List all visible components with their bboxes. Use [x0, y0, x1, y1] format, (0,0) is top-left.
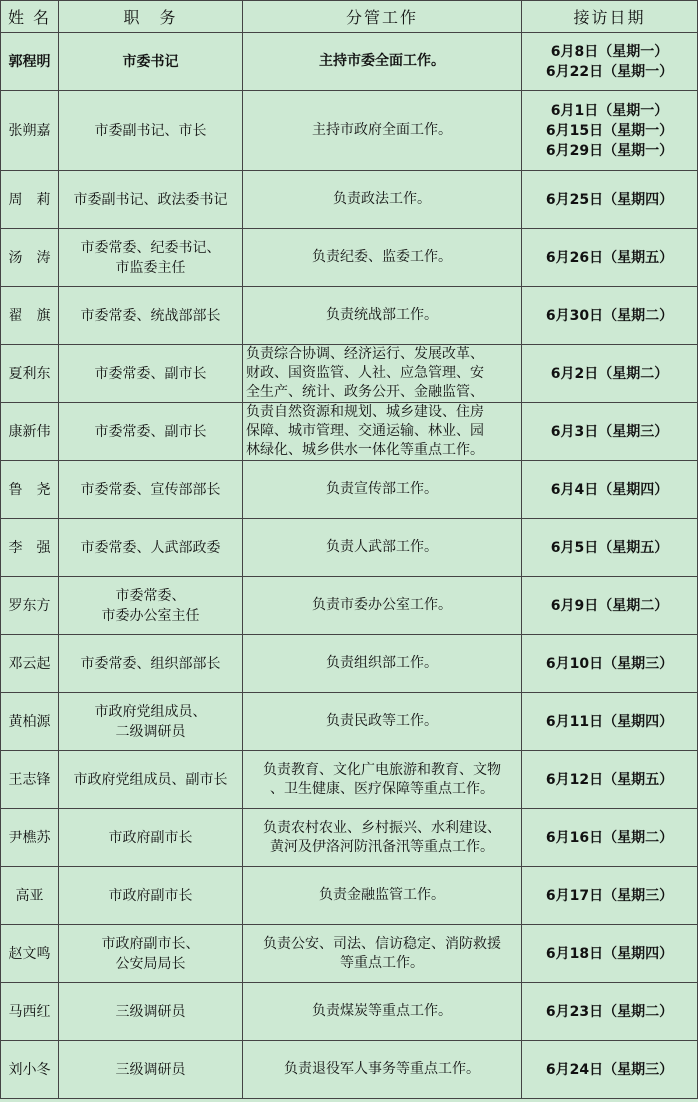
cell-duty	[243, 577, 522, 635]
duty-line: 负责金融监管工作。	[319, 887, 445, 903]
cell-position	[59, 287, 243, 345]
position-line: 市政府副市长	[108, 829, 193, 846]
cell-date	[522, 403, 698, 461]
table-row	[1, 1041, 698, 1099]
table-row	[1, 635, 698, 693]
date-line: 6月8日（星期一）	[550, 43, 669, 60]
cell-duty	[243, 867, 522, 925]
cell-duty	[243, 345, 522, 403]
cell-date	[522, 693, 698, 751]
cell-position	[59, 635, 243, 693]
position-line: 三级调研员	[115, 1003, 186, 1020]
position-line: 市委常委、人武部政委	[80, 539, 221, 556]
cell-name: 高亚	[1, 867, 59, 925]
duty-line: 全生产、统计、政务公开、金融监管、	[246, 384, 484, 400]
cell-date	[522, 925, 698, 983]
cell-date	[522, 519, 698, 577]
date-line: 6月22日（星期一）	[545, 63, 674, 80]
cell-duty	[243, 403, 522, 461]
position-line: 市政府副市长、	[101, 935, 200, 952]
duty-line: 负责综合协调、经济运行、发展改革、	[246, 346, 484, 362]
table-row	[1, 91, 698, 171]
duty-line: 负责教育、文化广电旅游和教育、文物	[263, 761, 501, 778]
cell-duty	[243, 91, 522, 171]
cell-date	[522, 33, 698, 91]
duty-line: 负责纪委、监委工作。	[312, 249, 452, 265]
date-line: 6月24日（星期三）	[545, 1061, 674, 1078]
cell-position	[59, 519, 243, 577]
header-date: 接访日期	[522, 1, 698, 33]
date-line: 6月4日（星期四）	[550, 481, 669, 498]
cell-position	[59, 403, 243, 461]
cell-position	[59, 983, 243, 1041]
duty-line: 、卫生健康、医疗保障等重点工作。	[270, 780, 494, 797]
date-line: 6月9日（星期二）	[550, 597, 669, 614]
duty-line: 黄河及伊洛河防汛备汛等重点工作。	[270, 838, 494, 855]
date-line: 6月16日（星期二）	[545, 829, 674, 846]
cell-duty	[243, 925, 522, 983]
duty-line: 林绿化、城乡供水一体化等重点工作。	[246, 442, 484, 458]
position-line: 市委副书记、市长	[94, 122, 207, 139]
duty-line: 主持市委全面工作。	[319, 53, 445, 69]
duty-line: 负责煤炭等重点工作。	[312, 1003, 452, 1019]
cell-name: 邓云起	[1, 635, 59, 693]
cell-position	[59, 229, 243, 287]
position-line: 三级调研员	[115, 1061, 186, 1078]
position-line: 市委常委、副市长	[94, 365, 207, 382]
date-line: 6月15日（星期一）	[545, 122, 674, 139]
cell-name: 尹樵苏	[1, 809, 59, 867]
table-row	[1, 287, 698, 345]
cell-name: 马西红	[1, 983, 59, 1041]
date-line: 6月10日（星期三）	[545, 655, 674, 672]
cell-date	[522, 91, 698, 171]
date-line: 6月23日（星期二）	[545, 1003, 674, 1020]
cell-name: 夏利东	[1, 345, 59, 403]
duty-line: 负责农村农业、乡村振兴、水利建设、	[263, 819, 501, 836]
date-line: 6月17日（星期三）	[545, 887, 674, 904]
cell-name: 郭程明	[1, 33, 59, 91]
cell-name: 翟 旗	[1, 287, 59, 345]
duty-line: 负责宣传部工作。	[326, 481, 438, 497]
header-name: 姓 名	[1, 1, 59, 33]
duty-line: 负责退役军人事务等重点工作。	[284, 1061, 480, 1077]
table-row	[1, 229, 698, 287]
cell-date	[522, 751, 698, 809]
cell-position	[59, 171, 243, 229]
cell-duty	[243, 635, 522, 693]
date-line: 6月26日（星期五）	[545, 249, 674, 266]
position-line: 公安局局长	[115, 955, 186, 972]
cell-name: 汤 涛	[1, 229, 59, 287]
cell-date	[522, 229, 698, 287]
table-row	[1, 577, 698, 635]
cell-duty	[243, 33, 522, 91]
cell-duty	[243, 519, 522, 577]
date-line: 6月29日（星期一）	[545, 142, 674, 159]
date-line: 6月1日（星期一）	[550, 102, 669, 119]
cell-duty	[243, 983, 522, 1041]
date-line: 6月5日（星期五）	[550, 539, 669, 556]
duty-line: 负责人武部工作。	[326, 539, 438, 555]
cell-name: 赵文鸣	[1, 925, 59, 983]
cell-date	[522, 171, 698, 229]
cell-name: 周 莉	[1, 171, 59, 229]
table-row	[1, 519, 698, 577]
schedule-body	[1, 33, 698, 1099]
position-line: 市委常委、宣传部部长	[80, 481, 221, 498]
duty-line: 负责公安、司法、信访稳定、消防救援	[263, 935, 501, 952]
cell-date	[522, 345, 698, 403]
header-duty: 分管工作	[243, 1, 522, 33]
position-line: 市委常委、副市长	[94, 423, 207, 440]
duty-line: 保障、城市管理、交通运输、林业、园	[246, 423, 484, 439]
table-row	[1, 345, 698, 403]
cell-date	[522, 461, 698, 519]
position-line: 市委常委、纪委书记、	[80, 239, 221, 256]
position-line: 市政府副市长	[108, 887, 193, 904]
cell-date	[522, 1041, 698, 1099]
table-row	[1, 461, 698, 519]
cell-date	[522, 867, 698, 925]
cell-name: 李 强	[1, 519, 59, 577]
cell-name: 刘小冬	[1, 1041, 59, 1099]
table-row	[1, 925, 698, 983]
position-line: 市政府党组成员、副市长	[73, 771, 228, 788]
table-row	[1, 983, 698, 1041]
duty-line: 负责政法工作。	[333, 191, 431, 207]
position-line: 市委副书记、政法委书记	[73, 191, 228, 208]
cell-name: 康新伟	[1, 403, 59, 461]
position-line: 市监委主任	[115, 259, 186, 276]
cell-duty	[243, 751, 522, 809]
cell-position	[59, 693, 243, 751]
date-line: 6月30日（星期二）	[545, 307, 674, 324]
cell-date	[522, 635, 698, 693]
duty-line: 等重点工作。	[340, 954, 424, 971]
duty-line: 负责自然资源和规划、城乡建设、住房	[246, 404, 484, 420]
position-line: 市委常委、	[115, 587, 186, 604]
date-line: 6月25日（星期四）	[545, 191, 674, 208]
cell-position	[59, 33, 243, 91]
header-row	[1, 1, 698, 33]
table-row	[1, 33, 698, 91]
table-row	[1, 693, 698, 751]
cell-position	[59, 1041, 243, 1099]
cell-date	[522, 809, 698, 867]
position-line: 市委办公室主任	[101, 607, 200, 624]
duty-line: 负责组织部工作。	[326, 655, 438, 671]
cell-position	[59, 809, 243, 867]
cell-date	[522, 983, 698, 1041]
date-line: 6月11日（星期四）	[545, 713, 674, 730]
cell-name: 黄柏源	[1, 693, 59, 751]
duty-line: 负责统战部工作。	[326, 307, 438, 323]
cell-date	[522, 287, 698, 345]
table-row	[1, 403, 698, 461]
cell-position	[59, 925, 243, 983]
duty-line: 负责民政等工作。	[326, 713, 438, 729]
date-line: 6月2日（星期二）	[550, 365, 669, 382]
position-line: 市政府党组成员、	[94, 703, 207, 720]
cell-position	[59, 461, 243, 519]
cell-duty	[243, 229, 522, 287]
cell-name: 张朔嘉	[1, 91, 59, 171]
cell-position	[59, 867, 243, 925]
table-row	[1, 751, 698, 809]
cell-name: 王志锋	[1, 751, 59, 809]
cell-duty	[243, 171, 522, 229]
table-row	[1, 171, 698, 229]
cell-date	[522, 577, 698, 635]
table-row	[1, 809, 698, 867]
header-position: 职 务	[59, 1, 243, 33]
cell-position	[59, 345, 243, 403]
cell-position	[59, 751, 243, 809]
cell-duty	[243, 1041, 522, 1099]
cell-duty	[243, 287, 522, 345]
position-line: 市委常委、组织部部长	[80, 655, 221, 672]
cell-duty	[243, 461, 522, 519]
cell-name: 鲁 尧	[1, 461, 59, 519]
cell-duty	[243, 693, 522, 751]
position-line: 二级调研员	[115, 723, 186, 740]
position-line: 市委常委、统战部部长	[80, 307, 221, 324]
duty-line: 财政、国资监管、人社、应急管理、安	[246, 365, 484, 381]
cell-position	[59, 91, 243, 171]
table-row	[1, 867, 698, 925]
duty-line: 主持市政府全面工作。	[312, 122, 452, 138]
duty-line: 负责市委办公室工作。	[312, 597, 452, 613]
cell-position	[59, 577, 243, 635]
cell-name: 罗东方	[1, 577, 59, 635]
date-line: 6月18日（星期四）	[545, 945, 674, 962]
date-line: 6月3日（星期三）	[550, 423, 669, 440]
date-line: 6月12日（星期五）	[545, 771, 674, 788]
cell-duty	[243, 809, 522, 867]
position-line: 市委书记	[122, 53, 179, 70]
